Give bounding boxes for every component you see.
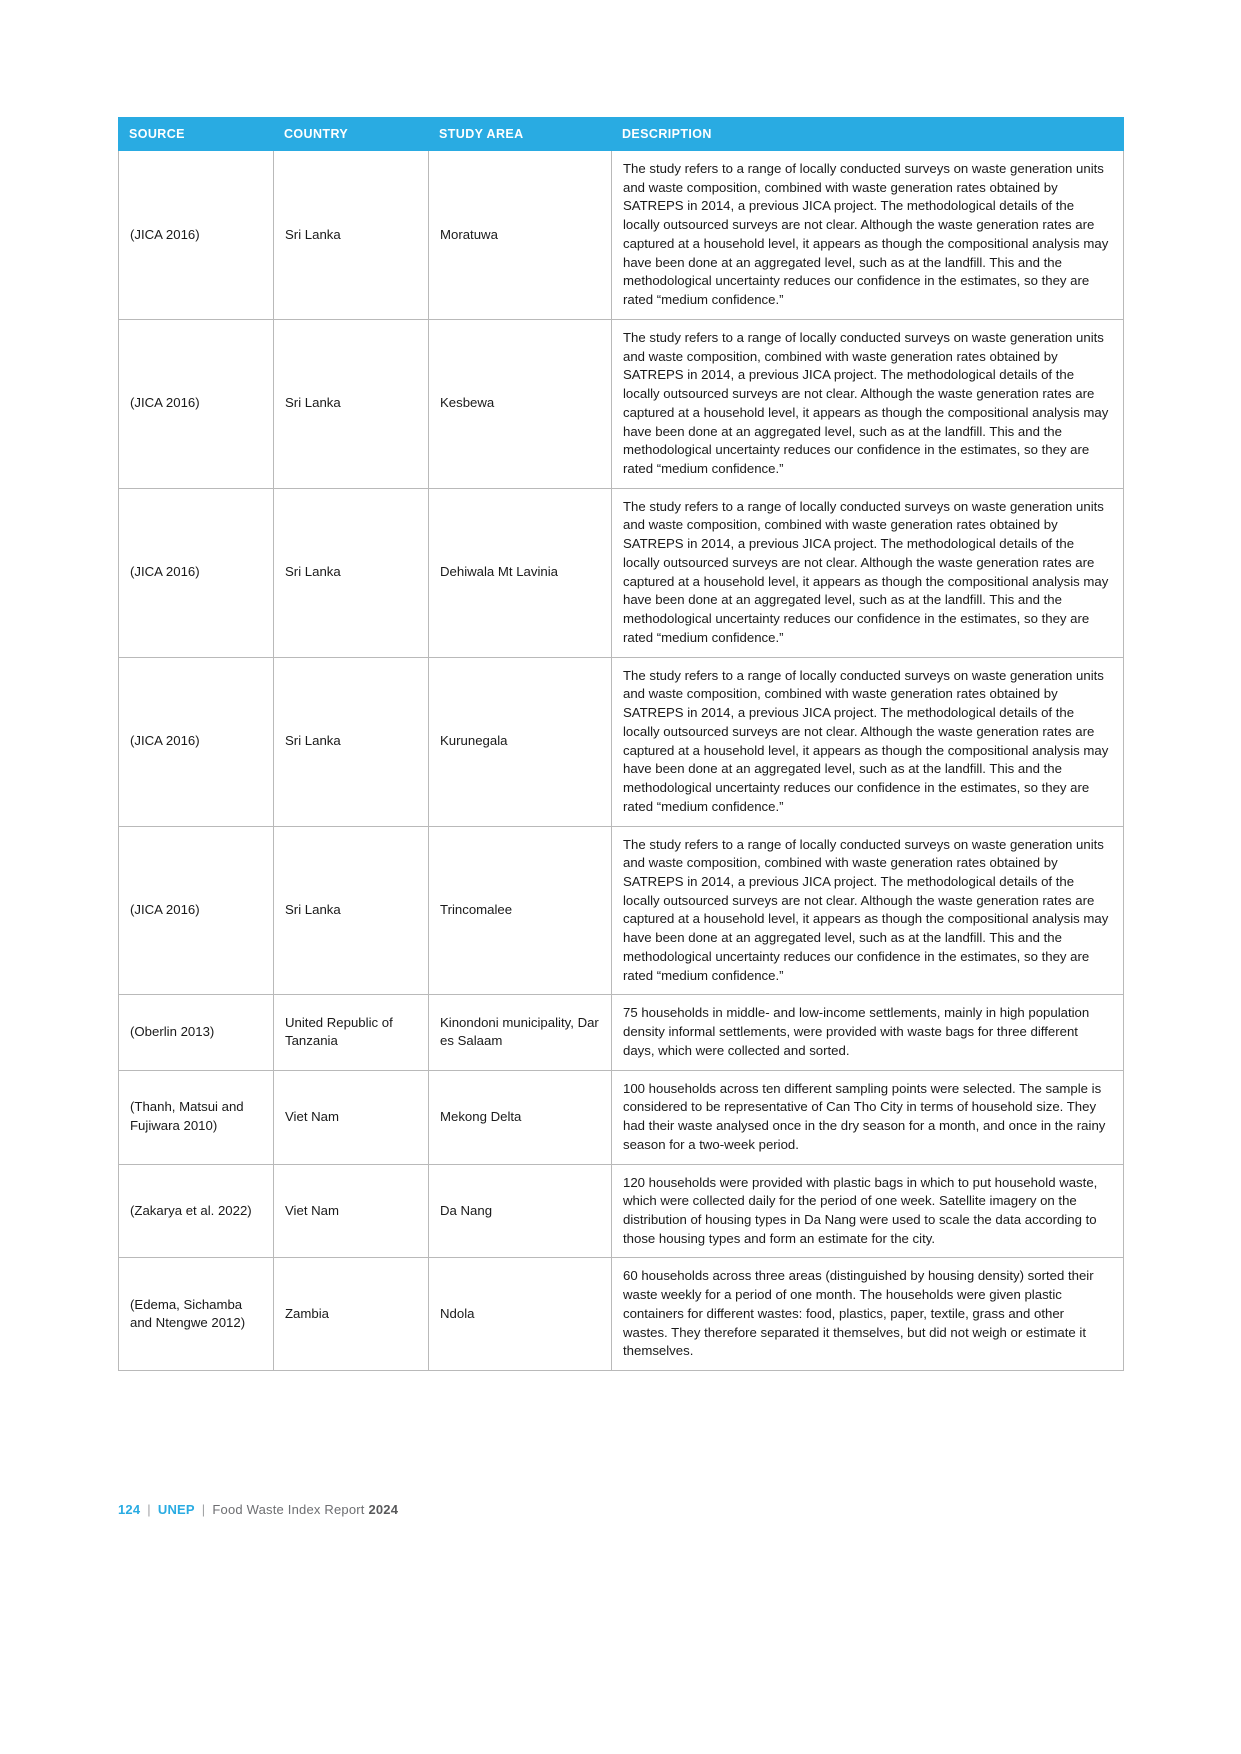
table-row xyxy=(119,995,1124,1070)
cell-study-area: Mekong Delta xyxy=(429,1070,612,1164)
cell-study-area: Da Nang xyxy=(429,1164,612,1258)
cell-description: 100 households across ten different sampling points were selected. The sample is considered to be representative of Can Tho City in terms of household size. They had their waste analysed once in the dry season for a month, and once in the rainy season for a two-week period. xyxy=(612,1070,1124,1164)
cell-study-area: Dehiwala Mt Lavinia xyxy=(429,488,612,657)
column-header-country: COUNTRY xyxy=(274,118,429,151)
cell-description: The study refers to a range of locally conducted surveys on waste generation units and waste composition, combined with waste generation rates obtained by SATREPS in 2014, a previous JICA project. The methodological details of the locally outsourced surveys are not clear. Although the waste generation rates are captured at a household level, it appears as though the compositional analysis may have been done at an aggregated level, such as at the landfill. This and the methodological uncertainty reduces our confidence in the estimates, so they are rated “medium confidence.” xyxy=(612,488,1124,657)
cell-source: (Oberlin 2013) xyxy=(119,995,274,1070)
footer-separator-1: | xyxy=(147,1502,151,1517)
cell-study-area: Trincomalee xyxy=(429,826,612,995)
cell-source: (JICA 2016) xyxy=(119,151,274,320)
study-sources-table-container xyxy=(118,117,1123,1371)
footer-report-title: Food Waste Index Report xyxy=(212,1502,365,1517)
cell-study-area: Kinondoni municipality, Dar es Salaam xyxy=(429,995,612,1070)
cell-study-area: Moratuwa xyxy=(429,151,612,320)
table-row xyxy=(119,319,1124,488)
cell-description: The study refers to a range of locally conducted surveys on waste generation units and waste composition, combined with waste generation rates obtained by SATREPS in 2014, a previous JICA project. The methodological details of the locally outsourced surveys are not clear. Although the waste generation rates are captured at a household level, it appears as though the compositional analysis may have been done at an aggregated level, such as at the landfill. This and the methodological uncertainty reduces our confidence in the estimates, so they are rated “medium confidence.” xyxy=(612,319,1124,488)
cell-source: (JICA 2016) xyxy=(119,488,274,657)
table-row xyxy=(119,826,1124,995)
cell-description: The study refers to a range of locally conducted surveys on waste generation units and waste composition, combined with waste generation rates obtained by SATREPS in 2014, a previous JICA project. The methodological details of the locally outsourced surveys are not clear. Although the waste generation rates are captured at a household level, it appears as though the compositional analysis may have been done at an aggregated level, such as at the landfill. This and the methodological uncertainty reduces our confidence in the estimates, so they are rated “medium confidence.” xyxy=(612,657,1124,826)
cell-country: Zambia xyxy=(274,1258,429,1371)
cell-description: The study refers to a range of locally conducted surveys on waste generation units and waste composition, combined with waste generation rates obtained by SATREPS in 2014, a previous JICA project. The methodological details of the locally outsourced surveys are not clear. Although the waste generation rates are captured at a household level, it appears as though the compositional analysis may have been done at an aggregated level, such as at the landfill. This and the methodological uncertainty reduces our confidence in the estimates, so they are rated “medium confidence.” xyxy=(612,151,1124,320)
cell-country: Viet Nam xyxy=(274,1070,429,1164)
cell-country: Sri Lanka xyxy=(274,151,429,320)
study-sources-table xyxy=(118,117,1124,1371)
cell-country: United Republic of Tanzania xyxy=(274,995,429,1070)
footer-organization: UNEP xyxy=(157,1502,195,1517)
cell-description: 75 households in middle- and low-income settlements, mainly in high population density informal settlements, were provided with waste bags for three different days, which were collected and sorted. xyxy=(612,995,1124,1070)
footer-page-number: 124 xyxy=(118,1502,141,1517)
table-row xyxy=(119,1070,1124,1164)
page-footer xyxy=(118,1502,398,1517)
column-header-source: SOURCE xyxy=(119,118,274,151)
cell-study-area: Kesbewa xyxy=(429,319,612,488)
cell-description: 120 households were provided with plastic bags in which to put household waste, which were collected daily for the period of one week. Satellite imagery on the distribution of housing types in Da Nang were used to scale the data according to those housing types and form an estimate for the city. xyxy=(612,1164,1124,1258)
cell-country: Viet Nam xyxy=(274,1164,429,1258)
column-header-description: DESCRIPTION xyxy=(612,118,1124,151)
cell-source: (Zakarya et al. 2022) xyxy=(119,1164,274,1258)
cell-source: (Thanh, Matsui and Fujiwara 2010) xyxy=(119,1070,274,1164)
table-row xyxy=(119,1164,1124,1258)
column-header-study-area: STUDY AREA xyxy=(429,118,612,151)
cell-source: (JICA 2016) xyxy=(119,657,274,826)
cell-source: (JICA 2016) xyxy=(119,826,274,995)
table-row xyxy=(119,151,1124,320)
table-header xyxy=(119,118,1124,151)
cell-source: (JICA 2016) xyxy=(119,319,274,488)
cell-country: Sri Lanka xyxy=(274,826,429,995)
table-header-row xyxy=(119,118,1124,151)
footer-separator-2: | xyxy=(201,1502,206,1517)
cell-country: Sri Lanka xyxy=(274,657,429,826)
cell-study-area: Ndola xyxy=(429,1258,612,1371)
cell-description: 60 households across three areas (distinguished by housing density) sorted their waste weekly for a period of one month. The households were given plastic containers for different wastes: food, plastics, paper, textile, grass and other wastes. They therefore separated it themselves, but did not weigh or estimate it themselves. xyxy=(612,1258,1124,1371)
table-body xyxy=(119,151,1124,1371)
cell-description: The study refers to a range of locally conducted surveys on waste generation units and waste composition, combined with waste generation rates obtained by SATREPS in 2014, a previous JICA project. The methodological details of the locally outsourced surveys are not clear. Although the waste generation rates are captured at a household level, it appears as though the compositional analysis may have been done at an aggregated level, such as at the landfill. This and the methodological uncertainty reduces our confidence in the estimates, so they are rated “medium confidence.” xyxy=(612,826,1124,995)
table-row xyxy=(119,488,1124,657)
cell-country: Sri Lanka xyxy=(274,488,429,657)
cell-study-area: Kurunegala xyxy=(429,657,612,826)
footer-report-year: 2024 xyxy=(368,1502,399,1517)
cell-source: (Edema, Sichamba and Ntengwe 2012) xyxy=(119,1258,274,1371)
cell-country: Sri Lanka xyxy=(274,319,429,488)
table-row xyxy=(119,657,1124,826)
table-row xyxy=(119,1258,1124,1371)
